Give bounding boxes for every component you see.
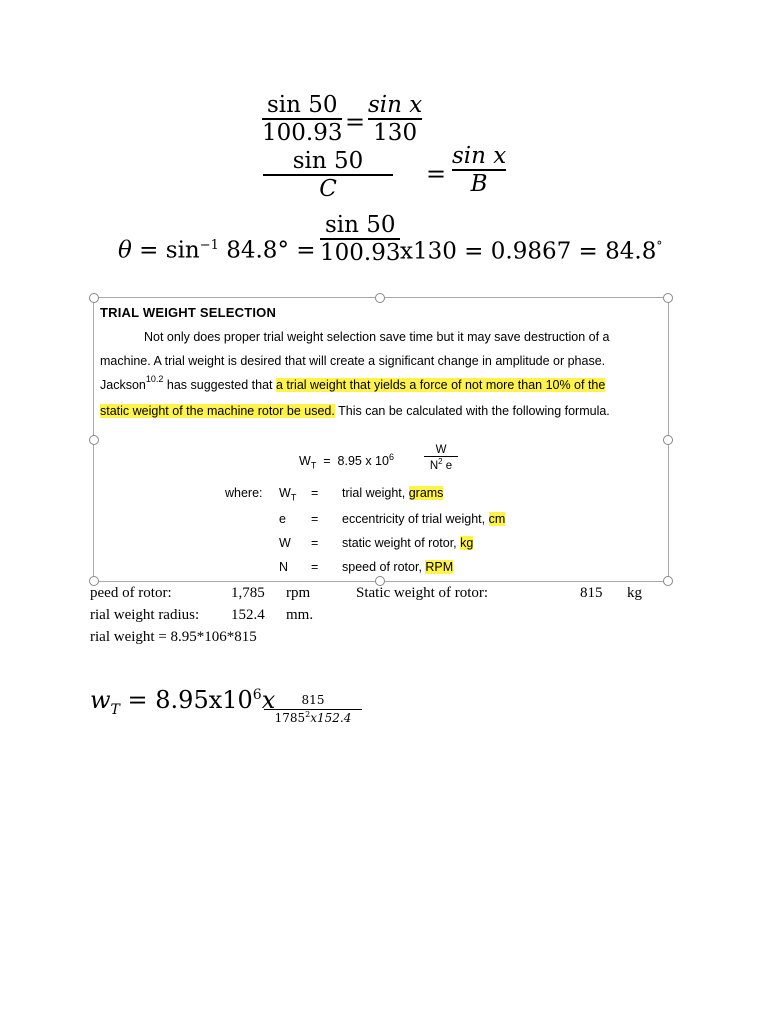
row-equals: =: [311, 486, 319, 500]
row-description: static weight of rotor,: [342, 536, 461, 550]
where-row-1: [279, 486, 296, 503]
formula-coefficient: 8.95 x 10: [337, 454, 389, 469]
row-description: speed of rotor,: [342, 560, 426, 574]
eq1-left-fraction: [262, 92, 342, 146]
arcsin: sin: [165, 237, 200, 264]
paragraph-line-1: [144, 330, 610, 344]
eq2-right-numerator: sin x: [452, 143, 507, 169]
eq1-equals: =: [345, 108, 366, 136]
eq1-left-denominator: 100.93: [262, 120, 343, 146]
final-rhs: = 8.95x10: [127, 686, 253, 714]
row-unit: cm: [488, 512, 506, 526]
radius-value: 152.4: [231, 607, 265, 623]
row-description: eccentricity of trial weight,: [342, 512, 489, 526]
eq2-left-fraction: [263, 148, 393, 202]
formula-denominator: [430, 457, 452, 472]
radius-label: rial weight radius:: [90, 607, 200, 623]
eq2-left-numerator: sin 50: [292, 148, 364, 174]
final-den-exp: 2: [305, 710, 311, 719]
where-row-1-desc: [342, 486, 443, 500]
formula-e: e: [445, 459, 453, 472]
final-den-base: 1785: [274, 711, 306, 725]
screenshot-title: TRIAL WEIGHT SELECTION: [100, 305, 277, 320]
formula-equals: =: [323, 454, 331, 469]
highlighted-text: a trial weight that yields a force of not more than 10% of the: [275, 378, 606, 392]
eq2-equals: =: [426, 160, 447, 188]
jackson-text: Jackson: [100, 378, 146, 392]
where-row-3-desc: [342, 536, 473, 550]
final-denominator: [275, 710, 352, 725]
final-formula: [90, 686, 275, 718]
paragraph-line-2-text: machine. A trial weight is desired that will create a significant change in amplitude or phase.: [100, 354, 606, 368]
paragraph-line-3-text: has suggested that: [163, 378, 276, 392]
formula-w: W: [299, 454, 311, 469]
speed-unit: rpm: [286, 585, 311, 601]
row-unit: RPM: [425, 560, 454, 574]
paragraph-line-4-text: This can be calculated with the following formula.: [334, 404, 610, 418]
paragraph-line-4: [100, 404, 610, 418]
formula-exponent: 6: [388, 452, 394, 462]
final-x: x: [261, 686, 276, 714]
trial-weight-line: rial weight = 8.95*106*815: [90, 629, 257, 645]
eq3-denominator: 100.93: [320, 240, 401, 266]
eq3-tail: [400, 233, 662, 265]
final-den-rest: x152.4: [310, 711, 352, 725]
degree-mark: °: [656, 239, 663, 253]
eq3-equals-2: =: [296, 237, 316, 264]
eq3-numerator: sin 50: [324, 212, 396, 238]
formula-n-exp: 2: [438, 457, 443, 466]
row-equals: =: [311, 560, 319, 574]
eq3-left: [118, 233, 316, 264]
final-w: w: [90, 686, 111, 714]
resize-handle-top[interactable]: [375, 293, 385, 303]
where-row-3: W: [279, 536, 291, 550]
row-symbol-sub: T: [290, 492, 297, 503]
arcsin-argument: 84.8°: [226, 237, 289, 264]
row-equals: =: [311, 512, 319, 526]
row-unit: kg: [460, 536, 474, 550]
where-row-4: N: [279, 560, 289, 574]
trial-weight-screenshot: [93, 297, 669, 582]
resize-handle-top-left[interactable]: [89, 293, 99, 303]
row-description: trial weight,: [342, 486, 409, 500]
arcsin-exponent: −1: [199, 238, 219, 253]
eq3-tail-text: x130 = 0.9867 = 84.8: [400, 238, 657, 265]
highlighted-text: static weight of the machine rotor be used.: [100, 404, 335, 418]
eq2-right-denominator: B: [470, 171, 488, 197]
paragraph-line-2: [100, 354, 605, 368]
where-row-2-desc: [342, 512, 505, 526]
speed-value: 1,785: [231, 585, 265, 601]
eq1-right-denominator: 130: [373, 120, 418, 146]
static-weight-unit: kg: [627, 585, 642, 601]
where-label: where:: [225, 486, 263, 500]
formula-lhs: [299, 452, 394, 471]
resize-handle-right[interactable]: [663, 435, 673, 445]
row-symbol: W: [279, 486, 291, 500]
resize-handle-bottom-right[interactable]: [663, 576, 673, 586]
radius-unit: mm.: [286, 607, 314, 623]
eq2-left-denominator: C: [319, 176, 337, 202]
final-exponent: 6: [252, 687, 262, 703]
theta-symbol: θ: [118, 237, 132, 264]
eq3-equals-1: =: [139, 237, 159, 264]
eq1-right-numerator: sin x: [368, 92, 423, 118]
eq3-fraction: [320, 212, 400, 266]
paragraph-line-1-text: Not only does proper trial weight selection save time but it may save destruction of a: [144, 330, 610, 344]
final-numerator: 815: [301, 693, 325, 707]
static-weight-value: 815: [580, 585, 603, 601]
resize-handle-top-right[interactable]: [663, 293, 673, 303]
where-row-4-desc: [342, 560, 453, 574]
row-equals: =: [311, 536, 319, 550]
final-w-sub: T: [110, 701, 120, 718]
formula-fraction: [424, 444, 458, 472]
jackson-reference: 10.2: [145, 374, 164, 384]
formula-n: N: [429, 459, 439, 472]
static-weight-label: Static weight of rotor:: [356, 585, 489, 601]
formula-w-sub: T: [310, 460, 317, 471]
row-unit: grams: [408, 486, 444, 500]
where-row-2: e: [279, 512, 286, 526]
eq2-right-fraction: [452, 143, 506, 197]
eq1-left-numerator: sin 50: [266, 92, 338, 118]
paragraph-line-3: [100, 374, 606, 392]
speed-label: peed of rotor:: [90, 585, 172, 601]
resize-handle-left[interactable]: [89, 435, 99, 445]
formula-numerator: W: [435, 444, 447, 456]
eq1-right-fraction: [368, 92, 422, 146]
final-fraction: [264, 693, 362, 725]
